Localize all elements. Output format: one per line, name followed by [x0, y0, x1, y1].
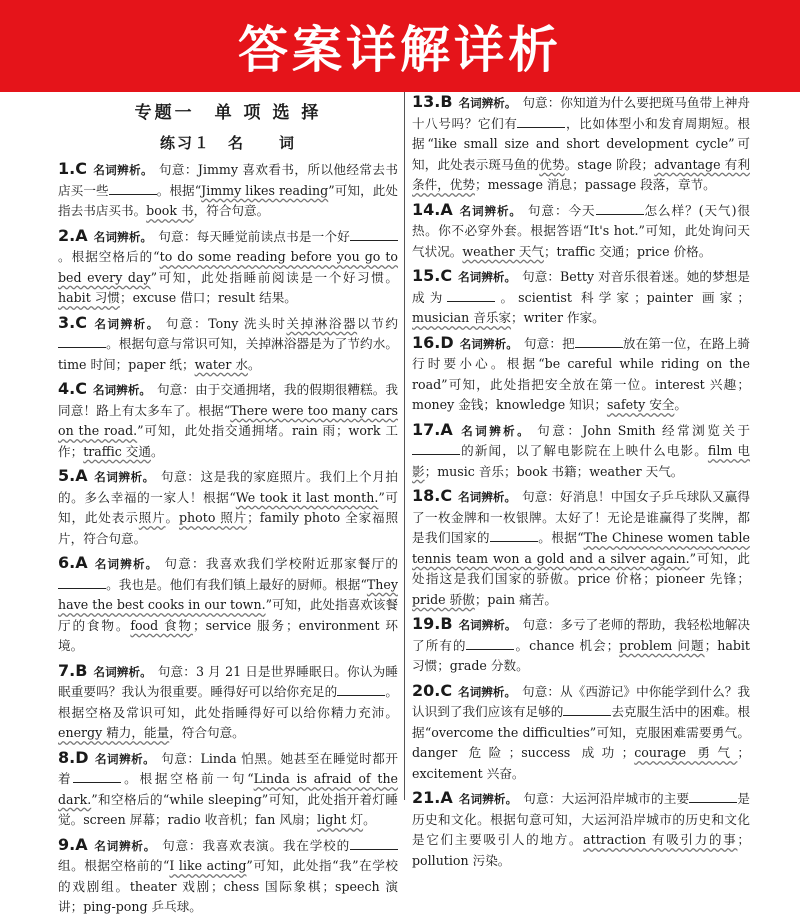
explanation-text: 。我也是。他们有我们镇上最好的厨师。根据“ [106, 576, 367, 592]
explanation-tag: 名词辨析。 [94, 751, 156, 766]
key-phrase: safety 安全 [606, 397, 675, 412]
explanation-text: 。 [363, 812, 376, 827]
explanation-text: 句意：从《西游记》中你能学到什么？我认识到了我们应该有足够的 [412, 683, 751, 719]
explanation-text: 。 [165, 510, 179, 525]
left-column [58, 92, 399, 914]
answer-entry [412, 614, 750, 677]
answer-blank [466, 637, 514, 650]
explanation-tag: 名词辨析。 [458, 490, 517, 504]
answer-blank [337, 683, 385, 696]
answer-entry [58, 748, 398, 831]
explanation-text: ，比如体型小和发育周期短。根据“like small size and short development cycle”可知，此处表示斑马鱼的 [412, 115, 751, 172]
explanation-text: 句意：这是我的家庭照片。我们上个月拍的。多么幸福的一家人！根据“ [58, 469, 399, 505]
answer-blank [517, 115, 565, 128]
explanation-text: ；family photo 全家福照片，符合句意。 [58, 510, 399, 546]
key-phrase: to do some reading before you go to bed every day [58, 249, 398, 285]
explanation-tag: 名词辨析。 [458, 423, 532, 438]
question-number: 7.B [58, 660, 88, 680]
answer-entry [58, 226, 398, 309]
explanation-text: ；pollution 污染。 [412, 832, 751, 868]
explanation-text: 组。根据空格前的“ [58, 858, 170, 873]
explanation-tag: 名词辨析。 [93, 470, 155, 484]
question-number: 20.C [412, 680, 453, 700]
answer-entry [412, 681, 750, 785]
explanation-text: ；pain 痛苦。 [474, 591, 557, 607]
key-phrase: water 水 [194, 356, 248, 372]
explanation-text: 。stage 阶段； [564, 156, 655, 172]
explanation-text: ；service 服务；environment 环境。 [58, 617, 399, 653]
explanation-text: 句意：多亏了老师的帮助，我轻松地解决了所有的 [412, 617, 751, 653]
explanation-text: 句意：Jimmy 喜欢看书，所以他经常去书店买一些 [58, 162, 399, 198]
key-phrase: 照片 [138, 510, 166, 525]
explanation-text: 。 [248, 356, 261, 372]
explanation-text: ”可知，此处指睡前阅读是一个好习惯。 [150, 269, 398, 285]
key-phrase: They have the best cooks in our town. [58, 576, 398, 612]
answer-blank [58, 335, 106, 348]
answer-entry [58, 313, 398, 376]
answer-entry [58, 379, 398, 462]
answer-entry [412, 333, 750, 416]
question-number: 6.A [58, 553, 88, 572]
question-number: 1.C [58, 159, 87, 178]
explanation-text: 句意：今天 [527, 202, 596, 218]
explanation-tag: 名词辨析。 [458, 792, 518, 806]
explanation-text: 句意：你知道为什么要把斑马鱼带上神舟十八号吗？它们有 [412, 95, 751, 131]
explanation-text: 的新闻，以了解电影院在上映什么电影。 [460, 443, 708, 458]
explanation-text: ”可知，此处指去书店买书。 [58, 182, 398, 218]
key-phrase: Jimmy likes reading [201, 182, 329, 198]
right-column [412, 92, 751, 868]
column-divider [404, 92, 405, 800]
explanation-text: 。 [151, 443, 164, 459]
explanation-text: 。根据“ [537, 530, 584, 545]
explanation-text: ；message 消息；passage 段落，章节。 [474, 177, 716, 192]
explanation-text: 句意：好消息！中国女子乒乓球队又赢得了一枚金牌和一枚银牌。太好了！无论是谁赢得了奖牌，都是我们国家的 [412, 489, 751, 545]
question-number: 2.A [58, 225, 88, 245]
explanation-tag: 名词辨析。 [92, 383, 152, 397]
answer-blank [563, 703, 611, 716]
answer-blank [73, 770, 121, 783]
explanation-text: 句意：Tony 洗头时 [165, 315, 287, 331]
answer-blank [490, 529, 538, 542]
banner-title: 答案详解详析 [238, 21, 562, 79]
explanation-tag: 名词辨析。 [93, 664, 152, 679]
explanation-tag: 名词辨析。 [93, 229, 153, 244]
question-number: 14.A [412, 199, 453, 219]
key-phrase: energy 精力，能量 [58, 725, 170, 740]
question-number: 21.A [412, 788, 453, 807]
key-phrase: 优势 [539, 156, 565, 172]
explanation-text: 怎么样？(天气)很热。你不必穿外套。根据答语“It's hot.”可知，此处询问天气状况。 [412, 202, 751, 259]
answer-page [0, 92, 800, 914]
answer-entry [58, 553, 398, 657]
explanation-text: 。scientist 科学家；painter 画家； [495, 289, 750, 305]
answer-entry [412, 266, 750, 329]
explanation-text: ”可知，此处指交通拥堵。rain 雨；work 工作； [58, 423, 398, 459]
key-phrase: weather 天气 [462, 243, 544, 259]
key-phrase: courage 勇气 [634, 745, 738, 760]
key-phrase: We took it last month. [235, 489, 379, 505]
answer-entry [58, 835, 398, 918]
explanation-text: ，符合句意。 [169, 725, 245, 740]
question-number: 8.D [58, 747, 89, 767]
key-phrase: Linda is afraid of the dark. [58, 771, 399, 807]
explanation-text: 。根据“ [156, 182, 202, 198]
header-banner [0, 0, 800, 92]
question-number: 4.C [58, 379, 87, 398]
answer-blank [350, 837, 398, 850]
key-phrase: habit 习惯 [58, 290, 120, 305]
explanation-text: 是历史和文化。根据句意可知，大运河沿岸城市的历史和文化是它们主要吸引人的地方。 [412, 791, 751, 847]
answer-blank [575, 335, 623, 348]
key-phrase: book 书 [146, 203, 194, 218]
explanation-text: 。根据空格后的“ [58, 249, 160, 264]
answer-entry [58, 661, 398, 744]
explanation-tag: 名词辨析。 [458, 684, 517, 699]
key-phrase: attraction 有吸引力的事 [583, 832, 738, 847]
question-number: 16.D [412, 332, 454, 352]
explanation-text: ”可知，此处指喜欢该餐厅的食物。 [58, 597, 398, 633]
explanation-text: 句意：我喜欢我们学校附近那家餐厅的 [164, 556, 398, 571]
explanation-text: 句意：Betty 对音乐很着迷。她的梦想是成为 [412, 269, 751, 305]
answer-blank [412, 442, 460, 455]
explanation-text: 放在第一位，在路上骑行时要小心。根据“be careful while riding on the road”可知，此处指把安全放在第一位。interest 兴趣；money 金钱；knowledge 知识； [412, 335, 751, 412]
explanation-text: 。根据空格前一句“ [121, 771, 254, 786]
explanation-text: ；excuse 借口；result 结果。 [119, 290, 297, 305]
explanation-text: 句意：每天睡觉前读点书是一个好 [158, 228, 351, 244]
explanation-text: 句意：John Smith 经常浏览关于 [537, 422, 750, 438]
answer-blank [596, 202, 644, 215]
key-phrase: pride 骄傲 [412, 591, 475, 607]
explanation-text: 。根据句意与常识可知，关掉淋浴器是为了节约水。time 时间；paper 纸； [58, 336, 398, 372]
answer-blank [109, 182, 157, 195]
answer-blank [689, 790, 737, 803]
explanation-text: ”可知，此处表示 [58, 489, 398, 525]
question-number: 15.C [412, 266, 453, 285]
answer-entry [412, 200, 750, 263]
answer-entry [412, 788, 750, 871]
key-phrase: 关掉淋浴器 [286, 315, 358, 331]
explanation-text: ；traffic 交通；price 价格。 [543, 243, 712, 259]
key-phrase: advantage 有利条件，优势 [412, 156, 750, 192]
explanation-tag: 名词辨析。 [92, 163, 153, 177]
answer-entry [412, 486, 750, 610]
explanation-text: 。根据空格及常识可知，此处指睡得好可以给你精力充沛。 [58, 684, 399, 720]
key-phrase: musician 音乐家 [412, 310, 512, 325]
key-phrase: I like acting [169, 858, 247, 873]
explanation-text: 句意：Linda 怕黑。她甚至在睡觉时都开着 [58, 750, 399, 786]
answer-entry [58, 466, 398, 549]
section-subtitle: 练习１ 名 词 [159, 134, 296, 152]
answer-blank [58, 576, 106, 589]
explanation-text: ；excitement 兴奋。 [412, 745, 751, 781]
explanation-tag: 名词辨析。 [458, 270, 517, 284]
explanation-text: ；writer 作家。 [511, 310, 605, 325]
explanation-text: 句意：大运河沿岸城市的主要 [523, 791, 690, 806]
question-number: 19.B [412, 614, 453, 633]
answer-entry [58, 159, 398, 222]
explanation-text: 去克服生活中的困难。根据“overcome the difficulties”可知，克服困难需要勇气。danger 危险；success 成功； [412, 704, 751, 760]
question-number: 3.C [58, 312, 87, 332]
key-phrase: photo 照片 [179, 510, 248, 525]
answer-entry [412, 92, 750, 196]
question-number: 9.A [58, 834, 88, 854]
explanation-tag: 名词辨析。 [459, 336, 518, 351]
explanation-tag: 名词辨析。 [458, 618, 517, 632]
key-phrase: There were too many cars on the road. [58, 402, 398, 438]
answer-blank [350, 228, 398, 241]
explanation-tag: 名词辨析。 [93, 557, 159, 571]
explanation-text: 句意：由于交通拥堵，我的假期很糟糕。我同意！路上有太多车了。根据“ [58, 382, 399, 418]
key-phrase: film 电影 [412, 443, 751, 479]
explanation-tag: 名词辨析。 [93, 838, 157, 853]
explanation-text: ；habit 习惯；grade 分数。 [412, 637, 750, 673]
question-number: 18.C [412, 486, 453, 505]
explanation-tag: 名词辨析。 [458, 96, 517, 110]
explanation-text: ，符合句意。 [193, 203, 270, 218]
left-entry-list [58, 159, 398, 918]
explanation-text: ”可知，此处指这是我们国家的骄傲。price 价格；pioneer 先锋； [412, 550, 750, 586]
question-number: 5.A [58, 466, 88, 485]
explanation-tag: 名词辨析。 [92, 316, 160, 331]
key-phrase: traffic 交通 [83, 443, 151, 459]
key-phrase: The Chinese women table tennis team won a gold and a silver again. [412, 530, 750, 566]
explanation-text: ；music 音乐；book 书籍；weather 天气。 [424, 463, 684, 479]
section-title: 专题一 单 项 选 择 [134, 103, 322, 123]
explanation-text: ”和空格后的“while sleeping”可知，此处指开着灯睡觉。screen 屏幕；radio 收音机；fan 风扇； [58, 791, 398, 827]
explanation-text: 以节约 [357, 315, 399, 331]
explanation-text: 。 [674, 397, 687, 412]
explanation-tag: 名词辨析。 [458, 203, 522, 218]
key-phrase: light 灯 [317, 812, 364, 827]
explanation-text: 句意：把 [523, 335, 575, 351]
key-phrase: problem 问题 [619, 637, 705, 653]
key-phrase: food 食物 [130, 617, 193, 633]
right-entry-list [412, 92, 750, 871]
answer-blank [447, 289, 495, 302]
answer-entry [412, 420, 750, 483]
question-number: 13.B [412, 92, 453, 111]
explanation-text: ”可知，此处指“我”在学校的戏剧组。theater 戏剧；chess 国际象棋；speech 演讲；ping-pong 乒乓球。 [58, 858, 398, 914]
explanation-text: 句意：我喜欢表演。我在学校的 [162, 837, 351, 853]
explanation-text: 句意：3 月 21 日是世界睡眠日。你认为睡眠重要吗？我认为很重要。睡得好可以给你充足的 [58, 663, 398, 699]
explanation-text: 。chance 机会； [514, 637, 620, 653]
question-number: 17.A [412, 419, 453, 439]
